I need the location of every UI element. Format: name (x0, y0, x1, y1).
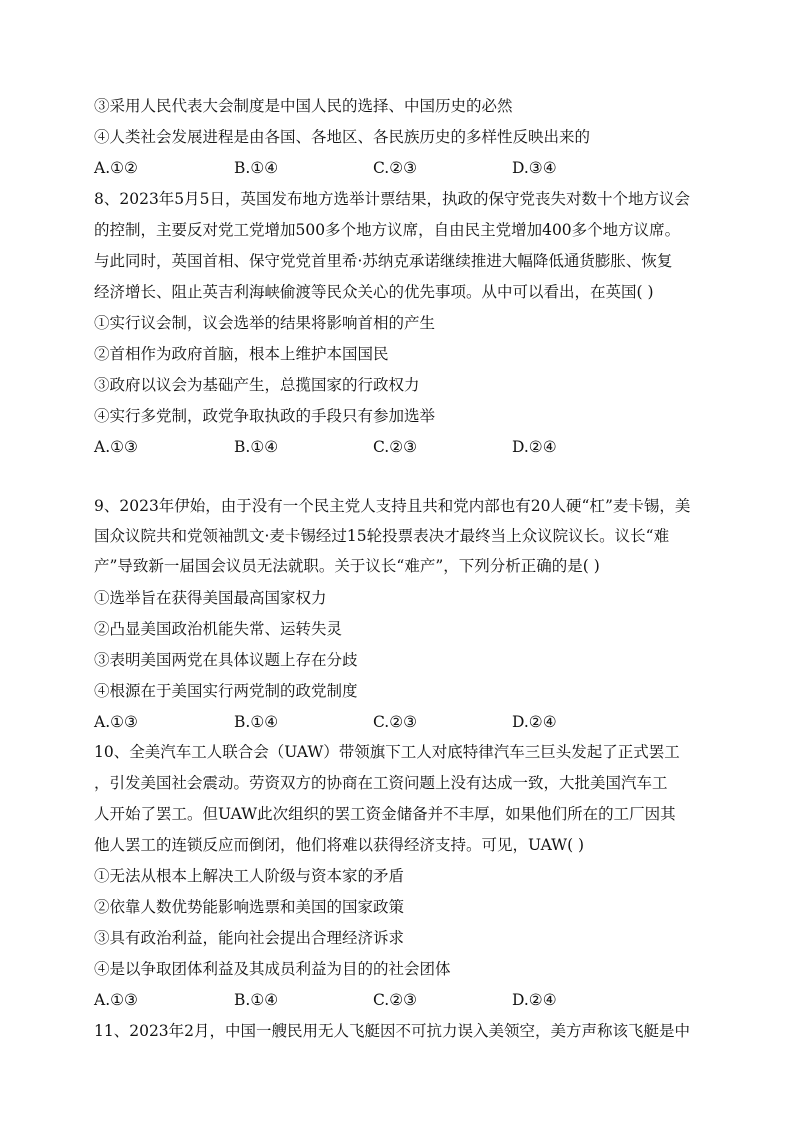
q8-stem-line-2: 的控制，主要反对党工党增加500多个地方议席，自由民主党增加400多个地方议席。 (94, 221, 681, 239)
q9-options (94, 712, 704, 732)
q8-options (94, 437, 704, 457)
q8-option-b: B.①④ (234, 438, 279, 456)
q8-option-d: D.②④ (512, 438, 557, 456)
q7-option-a: A.①② (94, 159, 138, 177)
q9-stem-line-3: 产”导致新一届国会议员无法就职。关于议长“难产”，下列分析正确的是( ) (94, 557, 600, 575)
q9-option-d: D.②④ (512, 713, 557, 731)
q9-stem-line-2: 国众议院共和党领袖凯文·麦卡锡经过15轮投票表决才最终当上众议院议长。议长“难 (94, 527, 670, 545)
q10-item-3: ③具有政治利益，能向社会提出合理经济诉求 (94, 929, 405, 947)
q10-stem-line-4: 他人罢工的连锁反应而倒闭，他们将难以获得经济支持。可见，UAW( ) (94, 836, 585, 854)
q8-item-4: ④实行多党制，政党争取执政的手段只有参加选举 (94, 407, 436, 425)
q9-item-1: ①选举旨在获得美国最高国家权力 (94, 589, 327, 607)
q10-option-d: D.②④ (512, 991, 557, 1009)
q8-stem-line-4: 经济增长、阻止英吉利海峡偷渡等民众关心的优先事项。从中可以看出，在英国( ) (94, 283, 654, 301)
q9-item-3: ③表明美国两党在具体议题上存在分歧 (94, 651, 358, 669)
q8-item-3: ③政府以议会为基础产生，总揽国家的行政权力 (94, 376, 420, 394)
q10-stem-line-3: 人开始了罢工。但UAW此次组织的罢工资金储备并不丰厚，如果他们所在的工厂因其 (94, 805, 676, 823)
q7-item-3: ③采用人民代表大会制度是中国人民的选择、中国历史的必然 (94, 97, 513, 115)
q8-option-c: C.②③ (373, 438, 418, 456)
q9-stem-line-1: 9、2023年伊始，由于没有一个民主党人支持且共和党内部也有20人硬“杠”麦卡锡，美 (94, 497, 691, 515)
q7-option-d: D.③④ (512, 159, 557, 177)
q9-option-b: B.①④ (234, 713, 279, 731)
q10-item-2: ②依靠人数优势能影响选票和美国的国家政策 (94, 898, 405, 916)
q10-stem-line-2: ，引发美国社会震动。劳资双方的协商在工资问题上没有达成一致，大批美国汽车工 (94, 774, 668, 792)
q10-stem-line-1: 10、全美汽车工人联合会（UAW）带领旗下工人对底特律汽车三巨头发起了正式罢工 (94, 743, 680, 761)
q7-item-4: ④人类社会发展进程是由各国、各地区、各民族历史的多样性反映出来的 (94, 128, 591, 146)
q10-options (94, 990, 704, 1010)
q10-option-b: B.①④ (234, 991, 279, 1009)
q10-option-c: C.②③ (373, 991, 418, 1009)
q8-option-a: A.①③ (94, 438, 138, 456)
q7-option-c: C.②③ (373, 159, 418, 177)
q9-item-4: ④根源在于美国实行两党制的政党制度 (94, 682, 358, 700)
q10-option-a: A.①③ (94, 991, 138, 1009)
q8-item-1: ①实行议会制，议会选举的结果将影响首相的产生 (94, 314, 436, 332)
q11-stem-line-1: 11、2023年2月，中国一艘民用无人飞艇因不可抗力误入美领空，美方声称该飞艇是中 (94, 1022, 691, 1040)
q8-stem-line-3: 与此同时，英国首相、保守党党首里希·苏纳克承诺继续推进大幅降低通货膨胀、恢复 (94, 252, 673, 270)
q9-option-c: C.②③ (373, 713, 418, 731)
q10-item-4: ④是以争取团体利益及其成员利益为目的的社会团体 (94, 960, 451, 978)
q7-options (94, 158, 704, 178)
q8-item-2: ②首相作为政府首脑，根本上维护本国国民 (94, 345, 389, 363)
q10-item-1: ①无法从根本上解决工人阶级与资本家的矛盾 (94, 867, 405, 885)
q7-option-b: B.①④ (234, 159, 279, 177)
q9-item-2: ②凸显美国政治机能失常、运转失灵 (94, 620, 343, 638)
q8-stem-line-1: 8、2023年5月5日，英国发布地方选举计票结果，执政的保守党丧失对数十个地方议会 (94, 190, 691, 208)
q9-option-a: A.①③ (94, 713, 138, 731)
